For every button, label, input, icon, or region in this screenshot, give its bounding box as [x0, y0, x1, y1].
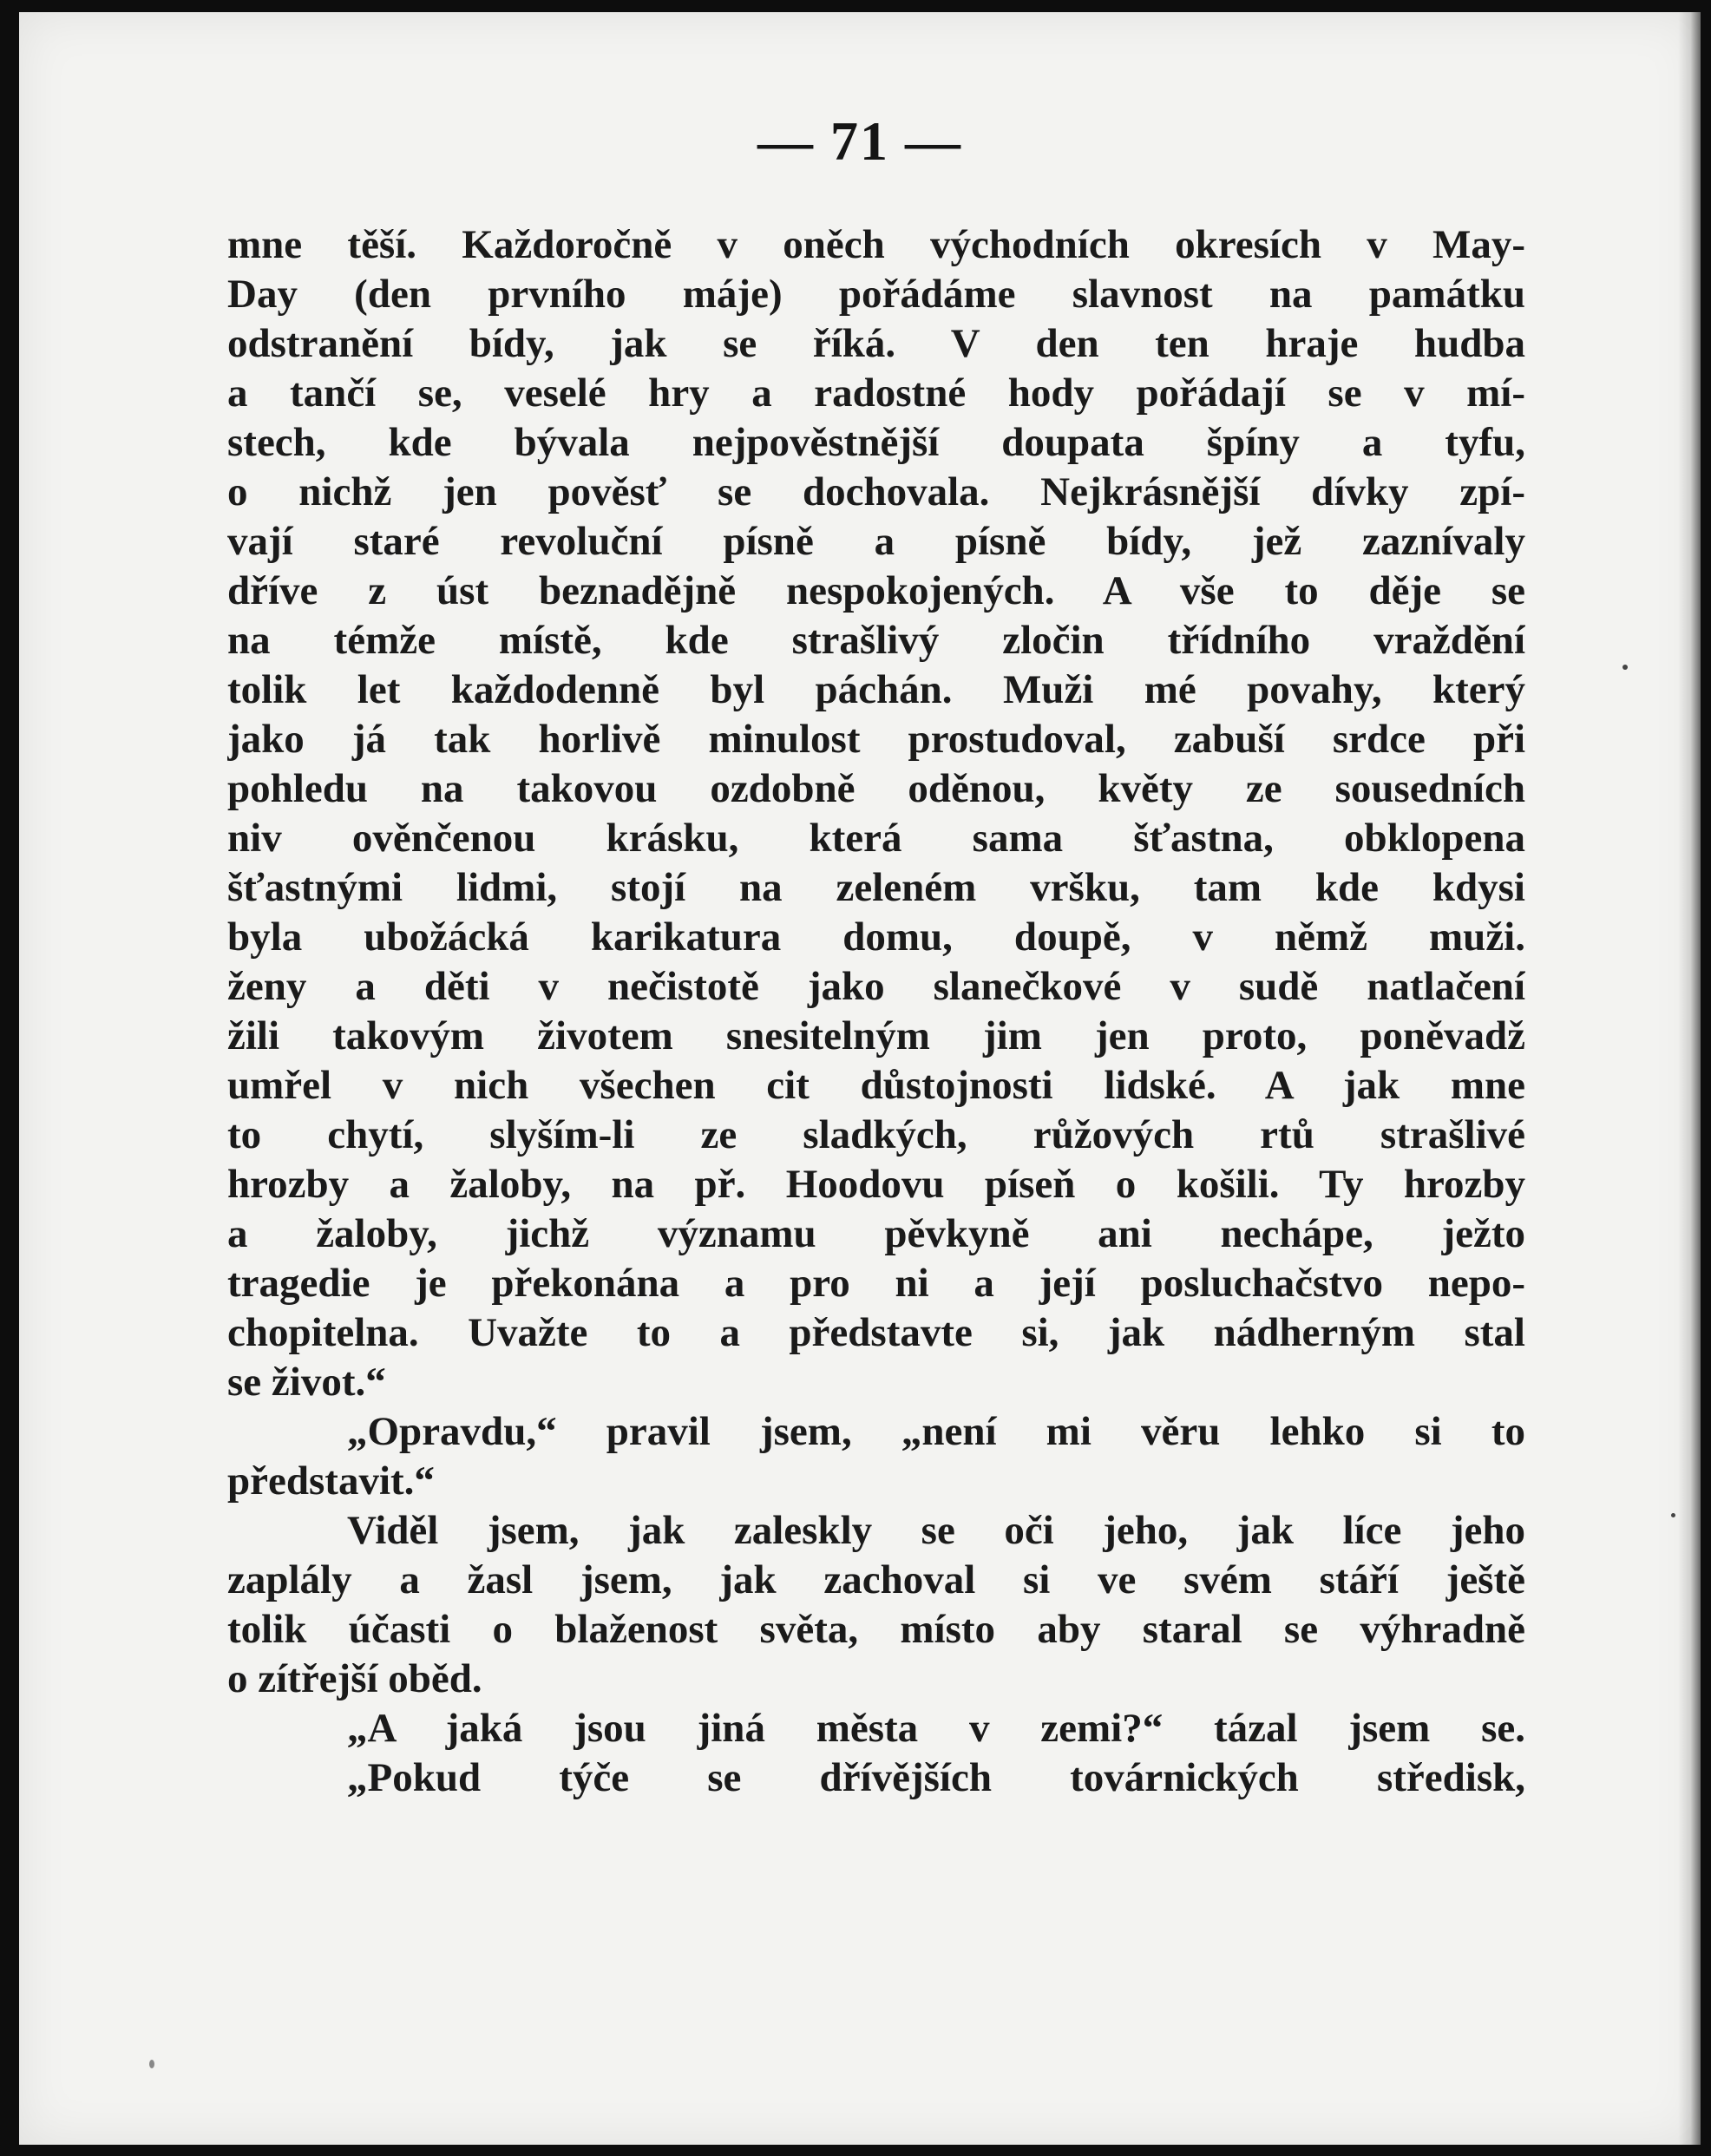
text-line: hrozby a žaloby, na př. Hoodovu píseň o košili. Ty hrozby	[227, 1162, 1525, 1207]
text-line: šťastnými lidmi, stojí na zeleném vršku, tam kde kdysi	[227, 865, 1525, 910]
scan-speck	[1671, 1513, 1675, 1517]
book-page	[19, 12, 1701, 2145]
text-line: se život.“	[227, 1360, 386, 1405]
text-line: na témže místě, kde strašlivý zločin třídního vraždění	[227, 618, 1525, 663]
paragraph	[227, 1407, 1525, 1506]
text-line: ženy a děti v nečistotě jako slanečkové v sudě natlačení	[227, 964, 1525, 1009]
text-line: to chytí, slyším-li ze sladkých, růžových rtů strašlivé	[227, 1112, 1525, 1157]
text-line: umřel v nich všechen cit důstojnosti lidské. A jak mne	[227, 1063, 1525, 1108]
text-line: jako já tak horlivě minulost prostudoval, zabuší srdce při	[227, 717, 1525, 762]
text-line: mne těší. Každoročně v oněch východních okresích v May-	[227, 222, 1525, 267]
scan-speck	[149, 2060, 154, 2068]
paragraph	[227, 1753, 1525, 1803]
text-line: odstranění bídy, jak se říká. V den ten hraje hudba	[227, 321, 1525, 366]
text-line: „Opravdu,“ pravil jsem, „není mi věru lehko si to	[347, 1409, 1525, 1454]
text-line: zaplály a žasl jsem, jak zachoval si ve svém stáří ještě	[227, 1557, 1525, 1602]
text-line: o zítřejší oběd.	[227, 1656, 482, 1701]
text-line: pohledu na takovou ozdobně oděnou, květy ze sousedních	[227, 766, 1525, 811]
text-line: niv ověnčenou krásku, která sama šťastna, obklopena	[227, 816, 1525, 861]
text-line: žili takovým životem snesitelným jim jen proto, poněvadž	[227, 1013, 1525, 1058]
text-line: a žaloby, jichž významu pěvkyně ani nechápe, ježto	[227, 1211, 1525, 1256]
paragraph	[227, 1506, 1525, 1704]
text-line: „Pokud týče se dřívějších továrnických středisk,	[347, 1755, 1525, 1800]
text-line: chopitelna. Uvažte to a představte si, jak nádherným stal	[227, 1310, 1525, 1355]
text-line: byla ubožácká karikatura domu, doupě, v němž muži.	[227, 914, 1525, 960]
scan-speck	[1622, 665, 1628, 670]
text-line: vají staré revoluční písně a písně bídy, jež zaznívaly	[227, 519, 1525, 564]
text-line: tolik let každodenně byl páchán. Muži mé povahy, který	[227, 667, 1525, 712]
paragraph	[227, 220, 1525, 1407]
body-text	[227, 220, 1525, 1803]
text-line: dříve z úst beznadějně nespokojených. A vše to děje se	[227, 568, 1525, 613]
text-line: a tančí se, veselé hry a radostné hody pořádají se v mí-	[227, 370, 1525, 416]
page-edge-shadow	[1678, 12, 1701, 2145]
paragraph	[227, 1704, 1525, 1753]
text-line: o nichž jen pověsť se dochovala. Nejkrásnější dívky zpí-	[227, 469, 1525, 514]
text-line: stech, kde bývala nejpověstnější doupata špíny a tyfu,	[227, 420, 1525, 465]
text-line: tolik účasti o blaženost světa, místo aby staral se výhradně	[227, 1607, 1525, 1652]
page-number: — 71 —	[757, 110, 962, 172]
text-line: Viděl jsem, jak zaleskly se oči jeho, jak líce jeho	[347, 1508, 1525, 1553]
text-line: tragedie je překonána a pro ni a její posluchačstvo nepo-	[227, 1261, 1525, 1306]
text-line: „A jaká jsou jiná města v zemi?“ tázal jsem se.	[347, 1706, 1525, 1751]
text-line: představit.“	[227, 1458, 435, 1504]
text-line: Day (den prvního máje) pořádáme slavnost na památku	[227, 272, 1525, 317]
